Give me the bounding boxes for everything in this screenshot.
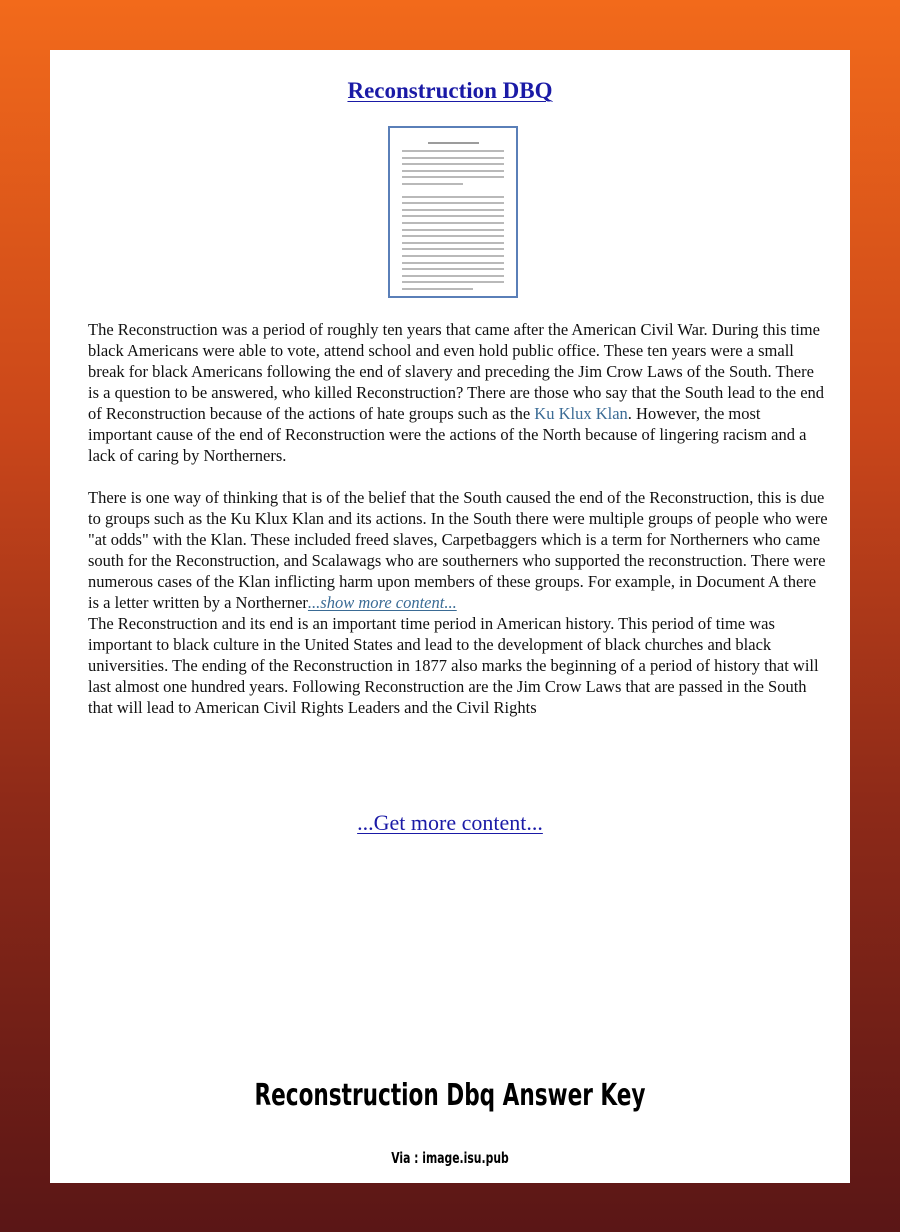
thumbnail-line: [428, 142, 479, 144]
thumbnail-line: [402, 196, 504, 198]
essay-paragraph-2: [88, 487, 828, 613]
get-more-content-link[interactable]: ...Get more content...: [357, 810, 543, 835]
thumbnail-line: [402, 183, 463, 185]
thumbnail-line: [402, 235, 504, 237]
thumbnail-line: [402, 248, 504, 250]
document-card: [50, 50, 850, 1183]
thumbnail-line: [402, 281, 504, 283]
thumbnail-line: [402, 268, 504, 270]
thumbnail-line: [402, 229, 504, 231]
thumbnail-line: [402, 242, 504, 244]
thumbnail-line: [402, 202, 504, 204]
thumbnail-line: [402, 209, 504, 211]
thumbnail-line: [402, 176, 504, 178]
thumbnail-line: [402, 170, 504, 172]
document-thumbnail[interactable]: [388, 126, 518, 298]
thumbnail-line: [402, 157, 504, 159]
thumbnail-line: [402, 275, 504, 277]
ku-klux-klan-link[interactable]: Ku Klux Klan: [534, 404, 628, 423]
paragraph-1-text-before-link: The Reconstruction was a period of roughly ten years that came after the American Civil War. During this time black Americans were able to vote, attend school and even hold public office. These ten years were a small break for black Americans following the end of slavery and preceding the Jim Crow Laws of the South. There is a question to be answered, who killed Reconstruction? There are those who say that the South lead to the end of Reconstruction because of the actions of hate groups such as the: [88, 320, 825, 423]
thumbnail-line: [402, 262, 504, 264]
essay-body: [88, 319, 828, 718]
thumbnail-line: [402, 215, 504, 217]
document-title[interactable]: Reconstruction DBQ: [347, 78, 553, 103]
essay-paragraph-1: [88, 319, 828, 466]
paragraph-1-text-after-link: . However, the most important cause of the end of Reconstruction were the actions of the North because of lingering racism and a lack of caring by Northerners.: [88, 404, 807, 465]
caption-title: Reconstruction Dbq Answer Key: [254, 1078, 646, 1113]
essay-paragraph-3: The Reconstruction and its end is an important time period in American history. This period of time was important to black culture in the United States and lead to the development of black churches and black universities. The ending of the Reconstruction in 1877 also marks the beginning of a period of history that will last almost one hundred years. Following Reconstruction are the Jim Crow Laws that are passed in the South that will lead to American Civil Rights Leaders and the Civil Rights: [88, 614, 819, 717]
thumbnail-line: [402, 288, 473, 290]
thumbnail-line: [402, 222, 504, 224]
thumbnail-line: [402, 150, 504, 152]
source-credit: Via : image.isu.pub: [391, 1149, 509, 1167]
paragraph-2-text: There is one way of thinking that is of the belief that the South caused the end of the Reconstruction, this is due to groups such as the Ku Klux Klan and its actions. In the South there were multiple groups of people who were "at odds" with the Klan. These included freed slaves, Carpetbaggers which is a term for Northerners who came south for the Reconstruction, and Scalawags who are southerners who supported the reconstruction. There were numerous cases of the Klan inflicting harm upon members of these groups. For example, in Document A there is a letter written by a Northerner: [88, 488, 828, 612]
thumbnail-line: [402, 163, 504, 165]
thumbnail-line: [402, 255, 504, 257]
show-more-link[interactable]: ...show more content...: [307, 593, 457, 612]
